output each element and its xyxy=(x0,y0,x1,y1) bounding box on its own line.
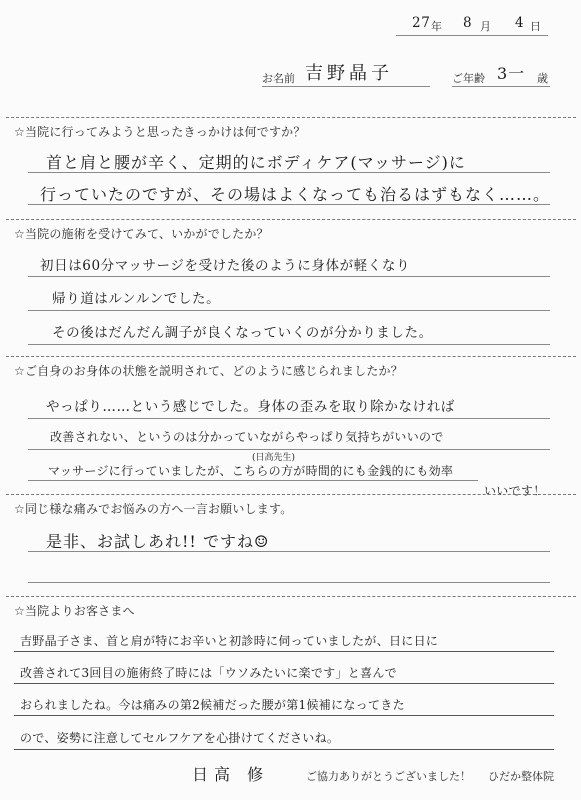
section-divider xyxy=(6,596,576,597)
name-underline xyxy=(262,86,430,87)
thanks-message: ご協力ありがとうございました！ xyxy=(306,770,471,783)
question-1-answer-line-1: 首と肩と腰が辛く、定期的にボディケア(マッサージ)に xyxy=(46,153,466,172)
question-3-answer-line-4: いいです！ xyxy=(484,484,546,498)
age-unit: 歳 xyxy=(537,72,548,85)
answer-rule xyxy=(14,651,554,652)
answer-rule xyxy=(14,715,554,716)
answer-rule xyxy=(28,204,550,205)
answer-rule xyxy=(28,582,550,583)
answer-rule xyxy=(28,172,550,173)
date-day: 4 xyxy=(515,15,525,31)
age-value: 3一 xyxy=(497,64,526,83)
answer-rule xyxy=(28,418,550,419)
name-label: お名前 xyxy=(262,72,295,85)
signature: 日高 修 xyxy=(192,765,270,784)
date-day-unit: 日 xyxy=(530,20,541,33)
question-1-answer-line-2: 行っていたのですが、その場はよくなっても治るはずもなく……。 xyxy=(40,185,551,204)
date-year-unit: 年 xyxy=(431,20,442,33)
question-3-answer-line-1: やっぱり……という感じでした。身体の歪みを取り除かなければ xyxy=(46,399,455,415)
clinic-name: ひだか整体院 xyxy=(488,770,554,783)
question-4-answer-line-1: 是非、お試しあれ!! ですね☺ xyxy=(46,532,270,551)
question-3-answer-line-3: マッサージに行っていましたが、こちらの方が時間的にも金銭的にも効率 xyxy=(48,464,454,478)
question-5-title: ☆当院よりお客さまへ xyxy=(14,604,135,618)
question-5-answer-line-3: おられましたね。今は痛みの第2候補だった腰が第1候補になってきた xyxy=(20,698,405,712)
name-value: 吉野晶子 xyxy=(305,63,393,84)
question-3-answer-line-2: 改善されない、というのは分かっていながらやっぱり気持ちがいいので xyxy=(50,430,444,444)
question-3-annotation: (日高先生) xyxy=(252,453,296,463)
age-underline xyxy=(452,86,550,87)
age-label: ご年齢 xyxy=(452,72,485,85)
answer-rule xyxy=(28,551,550,552)
question-5-answer-line-4: ので、姿勢に注意してセルフケアを心掛けてくださいね。 xyxy=(20,731,340,745)
question-5-answer-line-1: 吉野晶子さま、首と肩が特にお辛いと初診時に伺っていましたが、日に日に xyxy=(20,634,439,648)
question-5-answer-line-2: 改善されて3回目の施術終了時には「ウソみたいに楽です」と喜んで xyxy=(20,666,397,680)
answer-rule xyxy=(28,310,550,311)
section-divider xyxy=(6,117,576,118)
question-4-title: ☆同じ様な痛みでお悩みの方へ一言お願いします。 xyxy=(14,502,293,516)
answer-rule xyxy=(14,683,554,684)
section-divider xyxy=(6,219,576,220)
question-2-answer-line-2: 帰り道はルンルンでした。 xyxy=(52,291,221,307)
date-month-unit: 月 xyxy=(480,20,491,33)
date-underline xyxy=(396,35,548,36)
date-year: 27 xyxy=(412,15,431,31)
question-3-title: ☆ご自身のお身体の状態を説明されて、どのように感じられましたか？ xyxy=(14,364,403,378)
section-divider xyxy=(6,356,576,357)
question-2-answer-line-3: その後はだんだん調子が良くなっていくのが分かりました。 xyxy=(52,325,433,341)
answer-rule xyxy=(28,344,550,345)
date-month: 8 xyxy=(463,15,473,31)
question-1-title: ☆当院に行ってみようと思ったきっかけは何ですか？ xyxy=(14,125,306,139)
question-2-answer-line-1: 初日は60分マッサージを受けた後のように身体が軽くなり xyxy=(40,258,411,274)
answer-rule xyxy=(14,749,554,750)
question-2-title: ☆当院の施術を受けてみて、いかがでしたか？ xyxy=(14,227,269,241)
answer-rule xyxy=(28,276,550,277)
section-divider xyxy=(6,494,576,495)
answer-rule xyxy=(28,480,478,481)
